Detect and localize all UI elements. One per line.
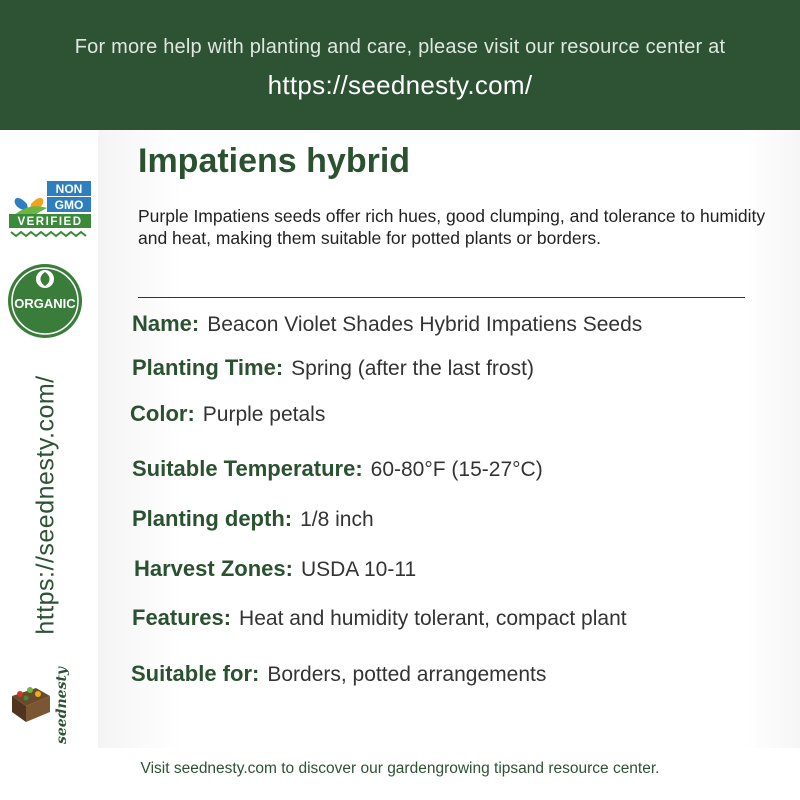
- non-gmo-butterfly-icon: [7, 178, 93, 240]
- field-suitable-temperature: [132, 456, 543, 482]
- field-label: Suitable Temperature:: [132, 456, 363, 481]
- field-label: Suitable for:: [131, 661, 260, 686]
- field-label: Name:: [132, 311, 200, 336]
- field-value: Beacon Violet Shades Hybrid Impatiens Seeds: [207, 313, 643, 336]
- field-label: Planting depth:: [132, 506, 293, 531]
- banner-help-text: For more help with planting and care, please visit our resource center at: [74, 36, 726, 58]
- organic-badge: [6, 262, 84, 340]
- field-planting-time: [132, 355, 534, 381]
- banner-url-link[interactable]: https://seednesty.com/: [267, 70, 533, 100]
- field-value: 60-80°F (15-27°C): [370, 458, 543, 481]
- field-value: Spring (after the last frost): [291, 357, 534, 380]
- vertical-url-text[interactable]: https://seednesty.com/: [31, 375, 60, 635]
- field-label: Color:: [130, 401, 195, 426]
- top-banner: [0, 0, 800, 130]
- field-name: [132, 311, 642, 337]
- svg-text:VERIFIED: VERIFIED: [17, 216, 83, 228]
- organic-leaf-icon: [6, 262, 84, 340]
- field-label: Harvest Zones:: [134, 556, 293, 581]
- field-harvest-zones: [134, 556, 416, 582]
- footer: [0, 748, 800, 800]
- field-value: Heat and humidity tolerant, compact plant: [239, 607, 627, 630]
- field-planting-depth: [132, 506, 374, 532]
- seednesty-logo: [6, 660, 74, 746]
- svg-text:ORGANIC: ORGANIC: [14, 296, 76, 311]
- seedling-box-icon: [6, 660, 74, 746]
- field-value: USDA 10-11: [300, 558, 417, 581]
- svg-text:GMO: GMO: [54, 198, 84, 212]
- field-label: Planting Time:: [132, 355, 284, 380]
- field-value: Purple petals: [202, 403, 326, 426]
- divider: [138, 297, 745, 298]
- non-gmo-verified-badge: [7, 178, 93, 240]
- field-value: Borders, potted arrangements: [267, 663, 547, 686]
- field-suitable-for: [131, 661, 546, 687]
- field-label: Features:: [132, 605, 232, 630]
- product-title: Impatiens hybrid: [138, 142, 411, 180]
- svg-text:NON: NON: [55, 182, 83, 196]
- field-value: 1/8 inch: [300, 508, 374, 531]
- svg-text:seednesty: seednesty: [54, 666, 70, 744]
- field-color: [130, 401, 325, 427]
- footer-text: Visit seednesty.com to discover our gardengrowing tipsand resource center.: [140, 760, 660, 777]
- product-description: Purple Impatiens seeds offer rich hues, good clumping, and tolerance to humidity and heat, making them suitable for potted plants or borders.: [138, 206, 766, 248]
- field-features: [132, 605, 627, 631]
